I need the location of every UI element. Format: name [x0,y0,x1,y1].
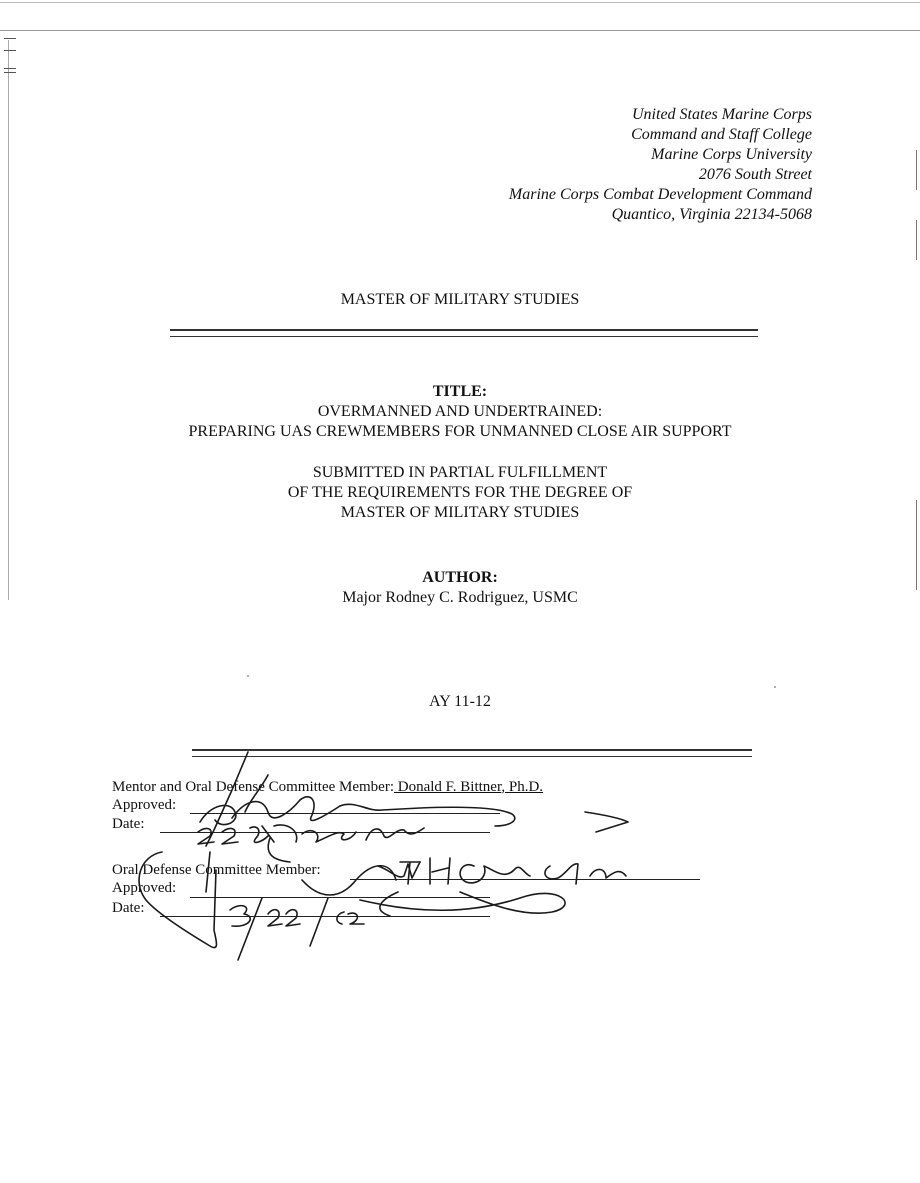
mentor-label: Mentor and Oral Defense Committee Member: [112,779,394,795]
approved2-signature-line [190,897,490,898]
program-heading: MASTER OF MILITARY STUDIES [340,291,580,308]
approved2-row [112,879,176,897]
author-label: AUTHOR: [422,569,498,586]
signature-stroke [360,892,565,913]
fulfillment-line: OF THE REQUIREMENTS FOR THE DEGREE OF [287,484,633,501]
scan-margin-tick [4,68,16,69]
mentor-suffix: , Ph.D. [501,779,544,795]
signature-stroke [268,838,290,862]
signature-stroke [400,862,420,884]
scan-edge-line [0,2,920,3]
signature-stroke [232,800,300,818]
date2-label: Date: [112,900,145,916]
date-label: Date: [112,816,145,832]
scan-margin-line [916,150,917,190]
scan-speck [247,675,249,677]
scan-margin-tick [4,72,16,73]
date-handwriting [310,898,328,946]
signature-stroke [300,797,340,821]
signature-stroke [460,865,530,883]
signature-stroke [430,858,450,884]
date-handwriting [366,828,424,840]
double-rule [192,749,752,757]
date2-line [160,916,490,917]
approved2-label: Approved: [112,880,177,896]
address-line: 2076 South Street [698,166,812,183]
address-line: Marine Corps Combat Development Command [508,186,812,203]
signature-stroke [585,812,628,832]
double-rule [170,329,758,337]
institution-address [332,105,812,225]
address-line: Command and Staff College [631,126,812,143]
mentor-row [112,778,543,796]
author-name: Major Rodney C. Rodriguez, USMC [342,589,578,606]
signature-stroke [200,805,236,824]
date-handwriting [262,825,297,842]
address-line: United States Marine Corps [632,106,812,123]
member2-label: Oral Defense Committee Member: [112,862,321,878]
date-handwriting [222,829,238,844]
title-line: PREPARING UAS CREWMEMBERS FOR UNMANNED CLOSE AIR SUPPORT [188,423,732,440]
signature-stroke [378,862,420,878]
address-line: Marine Corps University [651,146,812,163]
date-handwriting [238,898,262,960]
date-handwriting [198,829,214,844]
signature-stroke [590,869,626,878]
fulfillment-statement [0,463,920,523]
date2-row [112,899,144,917]
address-line: Quantico, Virginia 22134-5068 [611,206,812,223]
title-block [0,382,920,442]
date-handwriting [250,827,268,843]
title-label: TITLE: [432,383,488,400]
title-line: OVERMANNED AND UNDERTRAINED: [317,403,603,420]
date-handwriting [268,910,282,926]
scan-margin-tick [4,38,16,39]
signature-stroke [340,804,515,826]
mentor-name-struck: Donald F. Bittner [394,779,502,795]
date-handwriting [286,910,300,926]
approved-label: Approved: [112,797,177,813]
fulfillment-line: SUBMITTED IN PARTIAL FULFILLMENT [312,464,608,481]
member2-row [112,861,321,879]
fulfillment-line: MASTER OF MILITARY STUDIES [340,504,580,521]
approved-signature-line [190,813,500,814]
approved-row [112,796,176,814]
date-handwriting [337,912,364,924]
scan-margin-tick [4,50,16,51]
signature-stroke [545,864,578,884]
member2-signature-line [350,879,700,880]
scan-margin-line [916,220,917,260]
scan-speck [774,686,776,688]
date-line [160,832,490,833]
author-block [0,568,920,608]
scan-edge-line [0,30,920,31]
signature-stroke [380,892,398,916]
date-row [112,815,144,833]
academic-year: AY 11-12 [429,693,491,710]
